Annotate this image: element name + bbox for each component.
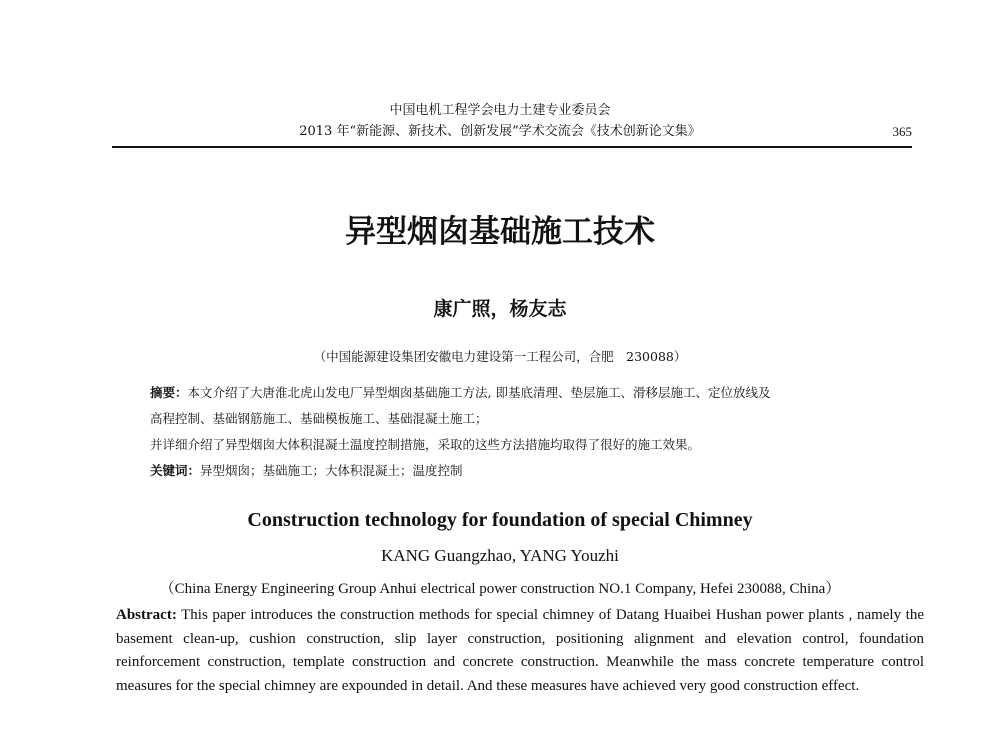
abstract-cn-label: 摘要： (150, 385, 188, 400)
affiliation-en: （China Energy Engineering Group Anhui electrical power construction NO.1 Company, Hefei 230088, China） (159, 581, 841, 597)
abstract-cn-text-1: 本文介绍了大唐淮北虎山发电厂异型烟囱基础施工方法, 即基底清理、垫层施工、滑移层施工、定位放线及 (187, 385, 771, 400)
keywords-cn-text: 异型烟囱；基础施工；大体积混凝土；温度控制 (200, 463, 463, 478)
abstract-cn-line-1 (150, 384, 910, 402)
keywords-cn (150, 462, 910, 480)
paper-title-cn: 异型烟囱基础施工技术 (345, 214, 655, 250)
paper-title-en: Construction technology for foundation of special Chimney (247, 509, 753, 531)
running-header-society: 中国电机工程学会电力土建专业委员会 (389, 103, 611, 118)
keywords-cn-label: 关键词： (150, 463, 201, 478)
affiliation-cn: （中国能源建设集团安徽电力建设第一工程公司，合肥 230088） (313, 349, 687, 364)
running-header-proceedings: 2013 年“新能源、新技术、创新发展”学术交流会《技术创新论文集》 (299, 124, 701, 139)
abstract-cn-line-2: 高程控制、基础钢筋施工、基础模板施工、基础混凝土施工； (150, 411, 488, 426)
authors-cn: 康广照，杨友志 (433, 298, 567, 320)
abstract-en (116, 604, 924, 698)
header-rule (112, 146, 912, 148)
authors-en: KANG Guangzhao, YANG Youzhi (381, 546, 619, 565)
abstract-cn-line-3: 并详细介绍了异型烟囱大体积混凝土温度控制措施，采取的这些方法措施均取得了很好的施工效果。 (150, 437, 701, 452)
page-number: 365 (892, 124, 912, 139)
abstract-en-label: Abstract: (116, 607, 177, 623)
abstract-en-text: This paper introduces the construction methods for special chimney of Datang Huaibei Hushan power plants , namely the basement clean-up, cushion construction, slip layer construction, positioning alignment and elevation control, foundation reinforcement construction, template construction and concrete construction. Meanwhile the mass concrete temperature control measures for the special chimney are expounded in detail. And these measures have achieved very good construction effect. (116, 607, 924, 694)
